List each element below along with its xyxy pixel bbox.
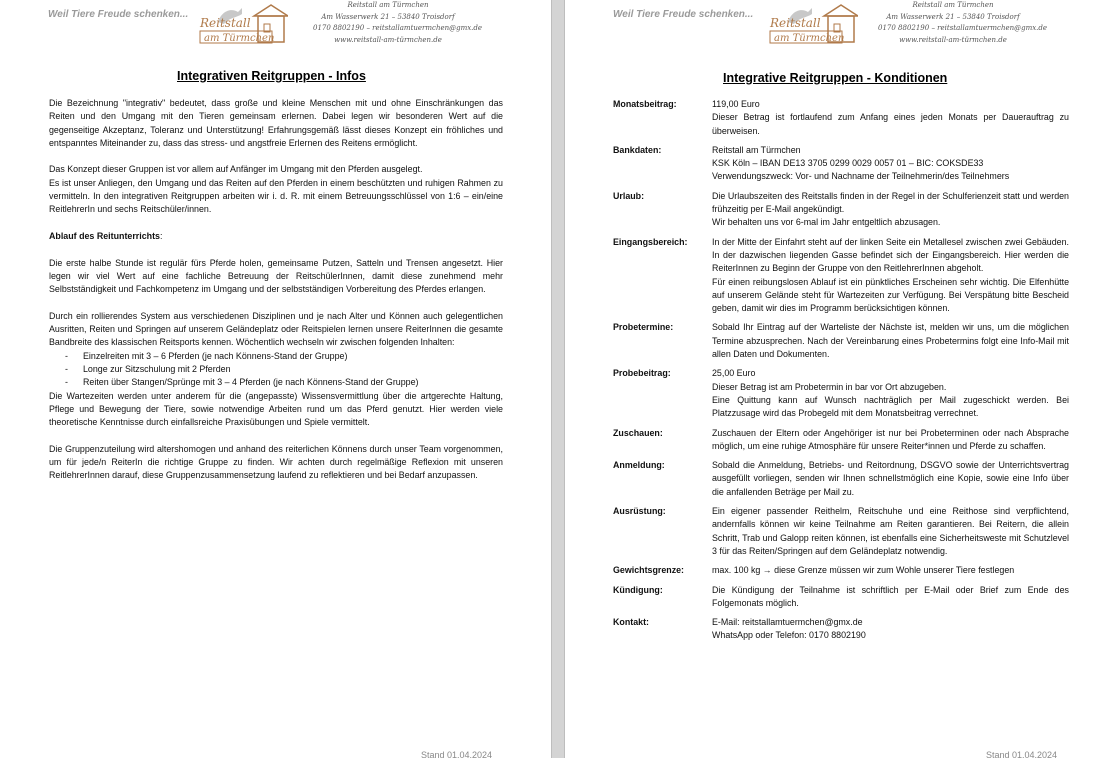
- section-heading: [49, 230, 503, 243]
- paragraph: Das Konzept dieser Gruppen ist vor allem auf Anfänger im Umgang mit den Pferden ausgelegt.: [49, 164, 423, 175]
- condition-value: [712, 584, 1069, 611]
- list-item: - Einzelreiten mit 3 – 6 Pferden (je nach Könnens-Stand der Gruppe): [65, 350, 348, 361]
- condition-value-line: E-Mail: reitstallamtuermchen@gmx.de: [712, 617, 863, 628]
- condition-value: [712, 616, 1069, 643]
- address-line: 0170 8802190 – reitstallamtuermchen@gmx.de: [878, 24, 1048, 32]
- address-line: 0170 8802190 – reitstallamtuermchen@gmx.de: [313, 24, 483, 32]
- footer-stand-date: Stand 01.04.2024: [421, 750, 493, 758]
- condition-value: [712, 505, 1069, 558]
- paragraph: Es ist unser Anliegen, den Umgang und das Reiten auf den Pferden in einem beschützten und ruhigen Rahmen zu vermitteln. In den integrativen Reitgruppen arbeiten wir i. d. R. mit einem Betreuungsschlüssel von 1:6 – ein/eine ReitlehrerIn und sechs Reitschüler/innen.: [49, 177, 503, 215]
- condition-label: Gewichtsgrenze:: [613, 565, 685, 576]
- condition-row: [613, 367, 1069, 420]
- condition-value-line: Für einen reibungslosen Ablauf ist ein pünktliches Erscheinen sehr wichtig. Die Elfenhütte auf unserem Gelände steht für Wartezeiten zur Verfügung. Bei Verspätung bitte Bescheid geben, damit wir dies im Programm berücksichtigen können.: [712, 276, 1069, 314]
- condition-value: [712, 144, 1069, 184]
- list-item: - Reiten über Stangen/Sprünge mit 3 – 4 Pferden (je nach Könnens-Stand der Gruppe): [65, 377, 419, 388]
- stable-logo: [198, 2, 288, 44]
- condition-row: [613, 236, 1069, 316]
- content-list: [49, 350, 503, 390]
- condition-label: Zuschauen:: [613, 427, 663, 438]
- condition-value-line: KSK Köln – IBAN DE13 3705 0299 0029 0057 01 – BIC: COKSDE33: [712, 158, 984, 169]
- header-address: [313, 0, 483, 46]
- condition-value: [712, 564, 1069, 577]
- condition-row: [613, 459, 1069, 499]
- condition-value: [712, 321, 1069, 361]
- condition-value-line: Sobald Ihr Eintrag auf der Warteliste der Nächste ist, melden wir uns, um die möglichen Termine abzusprechen. Nach der Vereinbarung eines Probetermins folgt eine Info-Mail mit allen Daten und Dokumenten.: [712, 322, 1069, 360]
- condition-value-line: 119,00 Euro: [712, 99, 760, 109]
- condition-value: [712, 367, 1069, 420]
- svg-text:am Türmchen: am Türmchen: [204, 33, 275, 44]
- address-line: Am Wasserwerk 21 – 53840 Troisdorf: [321, 12, 455, 21]
- list-item-text: Longe zur Sitzschulung mit 2 Pferden: [83, 363, 231, 374]
- condition-label: Probebeitrag:: [613, 368, 671, 379]
- paragraph: Die Bezeichnung "integrativ" bedeutet, dass große und kleine Menschen mit und ohne Einschränkungen das Reiten und den Umgang mit den Tieren gemeinsam erlernen. Dabei legen wir besonderen Wert auf die gegenseitige Akzeptanz, Toleranz und Unterstützung! Erfahrungsgemäß lässt dieses Konzept ein fröhliches und entspanntes Miteinander zu, dass das stress- und angstfreie Erlernen des Reitens ermöglicht.: [49, 98, 503, 148]
- condition-row: [613, 98, 1069, 138]
- list-item-text: Einzelreiten mit 3 – 6 Pferden (je nach Könnens-Stand der Gruppe): [83, 350, 348, 361]
- address-line: Reitstall am Türmchen: [347, 1, 429, 9]
- condition-label: Ausrüstung:: [613, 506, 666, 517]
- condition-value-line: Sobald die Anmeldung, Betriebs- und Reitordnung, DSGVO sowie der Unterrichtsvertrag ausgefüllt vorliegen, senden wir Ihnen schnellstmöglich eine Kopie, sowie eine Info über die anfallenden Beträge per Mail zu.: [712, 460, 1069, 497]
- condition-row: [613, 505, 1069, 558]
- condition-label: Eingangsbereich:: [613, 236, 688, 247]
- condition-value-line: Dieser Betrag ist am Probetermin in bar vor Ort abzugeben.: [712, 381, 947, 392]
- condition-row: [613, 616, 1069, 643]
- condition-value-line: Verwendungszweck: Vor- und Nachname der Teilnehmerin/des Teilnehmers: [712, 171, 1010, 182]
- condition-value-line: Eine Quittung kann auf Wunsch nachträglich per Mail zugeschickt werden. Bei Platzzusage wird das Probegeld mit dem Monatsbeitrag verrechnet.: [712, 394, 1069, 419]
- condition-value-line: Zuschauen der Eltern oder Angehöriger ist nur bei Probeterminen oder nach Absprache möglich, um eine ruhige Atmosphäre für unsere Reiter*innen und Pferde zu schaffen.: [712, 427, 1069, 451]
- condition-label: Kontakt:: [613, 617, 649, 628]
- condition-value-line: Die Kündigung der Teilnahme ist schriftlich per E-Mail oder Brief zum Ende des Folgemonats möglich.: [712, 584, 1069, 608]
- condition-value: [712, 459, 1069, 499]
- svg-text:am Türmchen: am Türmchen: [774, 33, 845, 44]
- conditions-table: [613, 98, 1069, 649]
- page-gutter: [551, 0, 565, 758]
- condition-value: [712, 98, 1069, 138]
- condition-value: [712, 236, 1069, 316]
- address-line: Am Wasserwerk 21 – 53840 Troisdorf: [886, 12, 1020, 21]
- header-motto: Weil Tiere Freude schenken...: [48, 9, 189, 20]
- condition-value: [712, 427, 1069, 454]
- paragraph: Durch ein rollierendes System aus verschiedenen Disziplinen und je nach Alter und Können auch gelegentlichen Ausritten, Reiten und Springen auf unserem Geländeplatz oder Reitspielen lernen unsere ReiterInnen die gesamte Bandbreite des klassischen Reitsports kennen. Wöchentlich wechseln wir zwischen folgenden Inhalten:: [49, 310, 503, 348]
- condition-value-line: Die Urlaubszeiten des Reitstalls finden in der Regel in der Schulferienzeit statt und werden frühzeitig per E-Mail angekündigt.: [712, 190, 1069, 215]
- footer-stand-date: Stand 01.04.2024: [986, 750, 1058, 758]
- condition-label: Monatsbeitrag:: [613, 99, 677, 109]
- header-motto: Weil Tiere Freude schenken...: [613, 9, 754, 20]
- paragraph: Die Wartezeiten werden unter anderem für die (angepasste) Wissensvermittlung über die artgerechte Haltung, Pflege und Bewegung der Tiere, sowie notwendige Arbeiten rund um das Pferd genutzt. Hier werden viele theoretische Kenntnisse durch einfallsreiche Praxisübungen und Spiele vermittelt.: [49, 390, 503, 428]
- condition-value-line: Ein eigener passender Reithelm, Reitschuhe und eine Reithose sind verpflichtend, andernfalls können wir keine Teilnahme am Reiten garantieren. Bei Reitern, die allein Schritt, Trab und Galopp reiten können, ist ebenfalls eine Sicherheitsweste mit Schutzlevel 3 für das Reiten/Springen auf dem Geländeplatz notwendig.: [712, 506, 1069, 556]
- condition-value-line: 25,00 Euro: [712, 368, 756, 379]
- condition-row: [613, 144, 1069, 184]
- list-item-text: Reiten über Stangen/Sprünge mit 3 – 4 Pferden (je nach Könnens-Stand der Gruppe): [83, 377, 419, 388]
- stable-logo: [768, 2, 858, 44]
- condition-value-line: Wir behalten uns vor 6-mal im Jahr entgeltlich abzusagen.: [712, 217, 941, 228]
- page-header: [565, 0, 1115, 48]
- paragraph: Die erste halbe Stunde ist regulär fürs Pferde holen, gemeinsame Putzen, Satteln und Trensen angesetzt. Hier legen wir viel Wert auf eine fachliche Betreuung der ReitschülerInnen, damit diese zunehmend mehr Selbstständigkeit und Fachkompetenz im Umgang und der selbstständigen Vorbereitung des Pferdes erlangen.: [49, 257, 503, 295]
- condition-label: Anmeldung:: [613, 460, 665, 471]
- svg-text:Reitstall: Reitstall: [770, 16, 821, 30]
- page-title: Integrative Reitgruppen - Konditionen: [723, 71, 948, 85]
- document-body: [49, 97, 503, 496]
- section-heading-text: Ablauf des Reitunterrichts: [49, 230, 160, 241]
- condition-value-line: Dieser Betrag ist fortlaufend zum Anfang eines jeden Monats per Dauerauftrag zu überweisen.: [712, 112, 1069, 136]
- condition-label: Kündigung:: [613, 584, 663, 595]
- condition-row: [613, 584, 1069, 611]
- list-item: - Longe zur Sitzschulung mit 2 Pferden: [65, 363, 231, 374]
- header-address: [878, 0, 1048, 46]
- condition-row: [613, 190, 1069, 230]
- section-heading-colon: :: [159, 230, 163, 241]
- condition-value-line: Reitstall am Türmchen: [712, 144, 801, 155]
- condition-label: Probetermine:: [613, 322, 674, 333]
- page-title: Integrativen Reitgruppen - Infos: [177, 69, 366, 83]
- address-line: Reitstall am Türmchen: [912, 1, 994, 9]
- svg-text:Reitstall: Reitstall: [200, 16, 251, 30]
- condition-row: [613, 321, 1069, 361]
- condition-row: [613, 564, 1069, 577]
- condition-row: [613, 427, 1069, 454]
- condition-value: [712, 190, 1069, 230]
- condition-label: Bankdaten:: [613, 144, 662, 155]
- paragraph: Die Gruppenzuteilung wird altershomogen und anhand des reiterlichen Könnens durch unser Team vorgenommen, um für jede/n ReiterIn die richtige Gruppe zu finden. Wir achten durch regelmäßige Reflexion mit unseren ReitlehrerInnen darauf, diese Gruppenzusammensetzung laufend zu reflektieren und bei Bedarf anzupassen.: [49, 443, 503, 481]
- condition-value-line: In der Mitte der Einfahrt steht auf der linken Seite ein Metallesel zwischen zwei Gebäuden. In der dazwischen liegenden Gasse befindet sich der Eingangsbereich. Hier werden die ReiterInnen zu Beginn der Gruppe von den ReitlehrerInnen abgeholt.: [712, 236, 1069, 274]
- address-line: www.reitstall-am-türmchen.de: [334, 35, 442, 44]
- document-page-2: [565, 0, 1115, 758]
- condition-value-line: WhatsApp oder Telefon: 0170 8802190: [712, 630, 866, 641]
- condition-label: Urlaub:: [613, 190, 645, 201]
- document-page-1: [0, 0, 551, 758]
- address-line: www.reitstall-am-türmchen.de: [899, 35, 1007, 44]
- condition-value-line: max. 100 kg → diese Grenze müssen wir zum Wohle unserer Tiere festlegen: [712, 565, 1015, 576]
- page-header: [0, 0, 551, 48]
